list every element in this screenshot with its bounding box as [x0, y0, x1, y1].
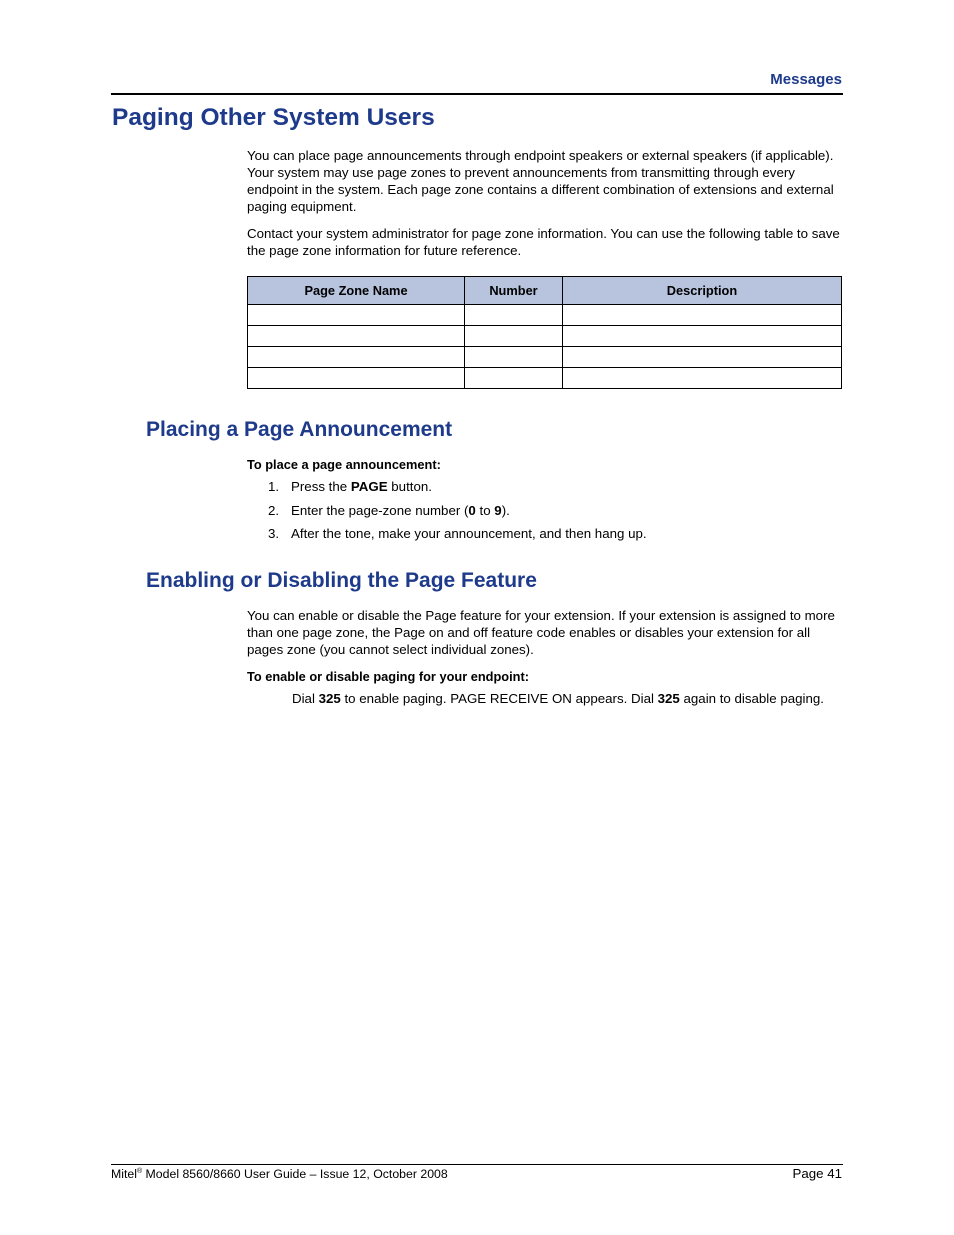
- zone-min: 0: [468, 502, 476, 518]
- page-key-label: PAGE: [350, 479, 388, 494]
- table-row: [248, 305, 842, 326]
- page-zone-table: [247, 276, 842, 389]
- table-row: [248, 368, 842, 389]
- step-number: 3.: [268, 526, 280, 541]
- dial-instruction: Dial 325 to enable paging. PAGE RECEIVE ON appears. Dial 325 again to disable paging.: [292, 691, 824, 706]
- intro-paragraph-2: Contact your system administrator for page zone information. You can use the following table to save the page zone information for future reference.: [247, 226, 840, 258]
- feature-code: 325: [318, 691, 341, 706]
- header-rule: [111, 93, 843, 95]
- table-row: [248, 347, 842, 368]
- footer-rule: [111, 1164, 843, 1165]
- table-cell: [248, 305, 465, 326]
- placing-steps: [268, 478, 647, 549]
- table-cell: [563, 347, 842, 368]
- table-cell: [248, 368, 465, 389]
- table-cell: [465, 368, 563, 389]
- table-cell: [563, 326, 842, 347]
- step-number: 1.: [268, 479, 280, 494]
- page-number: Page 41: [792, 1166, 842, 1181]
- column-header-number: Number: [465, 277, 563, 305]
- registered-mark: ®: [136, 1167, 143, 1175]
- zone-max: 9: [494, 502, 502, 518]
- procedure-label-enabling: To enable or disable paging for your endpoint:: [247, 669, 530, 684]
- table-cell: [465, 326, 563, 347]
- intro-paragraph-1: You can place page announcements through endpoint speakers or external speakers (if applicable). Your system may use page zones to prevent announcements from transmitting through every endpoint in the system. Each page zone contains a different combination of extensions and external paging equipment.: [247, 148, 834, 214]
- table-cell: [563, 368, 842, 389]
- brand-name: Mitel: [111, 1167, 137, 1181]
- enabling-paragraph: You can enable or disable the Page feature for your extension. If your extension is assigned to more than one page zone, the Page on and off feature code enables or disables your extension for all pages zone (you cannot select individual zones).: [247, 608, 835, 657]
- running-header-section: Messages: [770, 71, 842, 88]
- column-header-description: Description: [563, 277, 842, 305]
- table-cell: [248, 326, 465, 347]
- table-row: [248, 326, 842, 347]
- procedure-label-placing: To place a page announcement:: [247, 457, 441, 472]
- step-number: 2.: [268, 502, 280, 518]
- table-cell: [248, 347, 465, 368]
- section-heading-placing: Placing a Page Announcement: [146, 418, 453, 441]
- table-header-row: [248, 277, 842, 305]
- table-cell: [563, 305, 842, 326]
- table-cell: [465, 347, 563, 368]
- list-item: 2. Enter the page-zone number (0 to 9).: [268, 502, 510, 518]
- column-header-page-zone-name: Page Zone Name: [248, 277, 465, 305]
- footer-doc-info: Mitel® Model 8560/8660 User Guide – Issue 12, October 2008: [111, 1167, 448, 1181]
- list-item: 1. Press the PAGE button.: [268, 479, 432, 494]
- page-title: Paging Other System Users: [112, 104, 435, 131]
- feature-code: 325: [657, 691, 680, 706]
- list-item: 3. After the tone, make your announcement, and then hang up.: [268, 526, 647, 541]
- section-heading-enabling: Enabling or Disabling the Page Feature: [146, 569, 537, 592]
- table-cell: [465, 305, 563, 326]
